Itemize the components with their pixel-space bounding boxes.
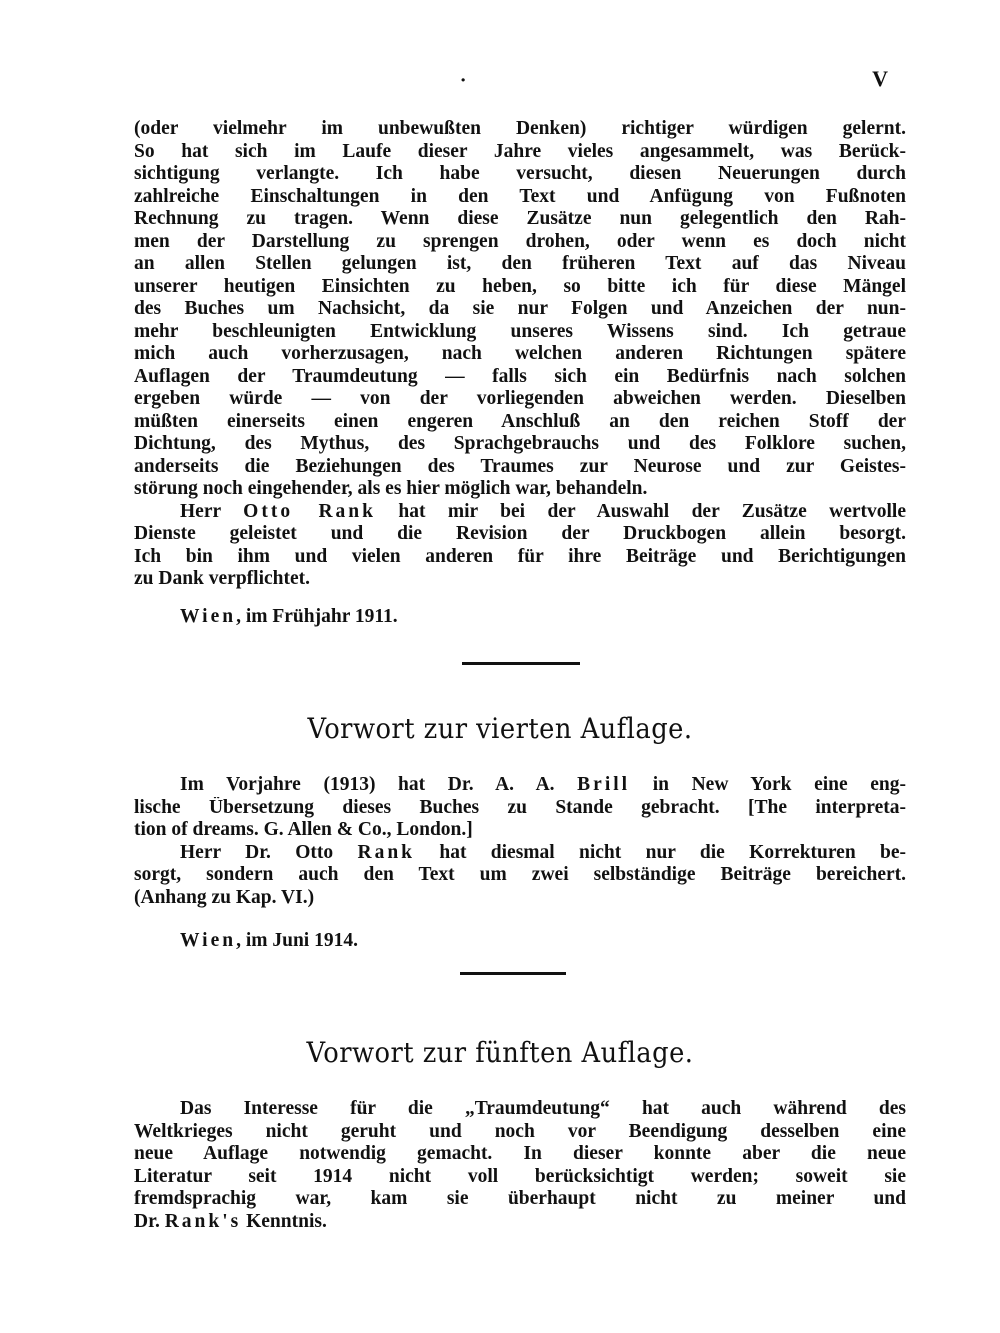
text-line: Auflagen der Traumdeutung — falls sich ein Bedürfnis nach solchen <box>134 365 906 387</box>
section-divider <box>462 662 580 665</box>
text-line: Dichtung, des Mythus, des Sprachgebrauchs und des Folklore suchen, <box>134 433 906 454</box>
text-line: Das Interesse für die „Traumdeutung“ hat auch während des <box>180 1098 906 1119</box>
text-line: mich auch vorherzusagen, nach welchen anderen Richtungen spätere <box>134 343 906 364</box>
text-line: (oder vielmehr im unbewußten Denken) richtiger würdigen gelernt. <box>134 118 906 139</box>
text-line <box>134 501 906 524</box>
heading-fifth-edition: Vorwort zur fünften Auflage. <box>306 1036 694 1069</box>
preface-fourth-edition-text <box>134 774 906 909</box>
text-line: Dienste geleistet und die Revision der Druckbogen allein besorgt. <box>134 523 906 544</box>
text-line: fremdsprachig war, kam sie überhaupt nicht zu meiner und <box>134 1188 906 1209</box>
preface-third-edition-text <box>134 118 906 591</box>
text-fragment: hat mir bei der Auswahl der Zusätze wertvolle <box>375 500 906 522</box>
preface-fifth-edition-text <box>134 1098 906 1233</box>
text-line <box>134 842 906 865</box>
heading-fourth-edition: Vorwort zur vierten Auflage. <box>307 712 693 745</box>
text-line: sichtigung verlangte. Ich habe versucht, diesen Neuerungen durch <box>134 163 906 184</box>
text-line: tion of dreams. G. Allen & Co., London.] <box>134 819 473 840</box>
date-text: , im Frühjahr 1911. <box>236 606 398 627</box>
text-fragment: Herr Dr. Otto <box>180 841 358 863</box>
text-line: störung noch eingehender, als es hier möglich war, behandeln. <box>134 478 648 499</box>
text-line: zu Dank verpflichtet. <box>134 568 311 589</box>
section-divider <box>460 972 566 975</box>
text-line: zahlreiche Einschaltungen in den Text und Anfügung von Fußnoten <box>134 185 906 207</box>
text-line: Weltkrieges nicht geruht und noch vor Beendigung desselben eine <box>134 1120 906 1142</box>
person-name: Brill <box>577 774 631 795</box>
text-fragment: hat diesmal nicht nur die Korrekturen be- <box>415 841 906 863</box>
text-line <box>134 1211 906 1234</box>
dateline-1911 <box>180 606 398 628</box>
text-line: ergeben würde — von der vorliegenden abweichen werden. Dieselben <box>134 388 906 409</box>
dateline-1914 <box>180 930 358 952</box>
text-fragment: Dr. <box>134 1210 165 1232</box>
text-line: Literatur seit 1914 nicht voll berücksichtigt werden; soweit sie <box>134 1165 906 1187</box>
text-fragment: in New York eine eng- <box>630 774 906 795</box>
text-line: men der Darstellung zu sprengen drohen, oder wenn es doch nicht <box>134 230 906 252</box>
person-name: Rank's <box>164 1210 242 1232</box>
text-line: des Buches um Nachsicht, da sie nur Folgen und Anzeichen der nun- <box>134 298 906 319</box>
page-number: V <box>872 66 888 91</box>
text-line: Ich bin ihm und vielen anderen für ihre Beiträge und Berichtigungen <box>134 545 906 567</box>
text-fragment: Im Vorjahre (1913) hat Dr. A. A. <box>180 774 578 795</box>
text-line: anderseits die Beziehungen des Traumes zur Neurose und zur Geistes- <box>134 455 906 477</box>
text-line: lische Übersetzung dieses Buches zu Stande gebracht. [The interpreta- <box>134 796 906 818</box>
text-line: Rechnung zu tragen. Wenn diese Zusätze nun gelegentlich den Rah- <box>134 208 906 229</box>
date-place: Wien <box>180 930 237 951</box>
text-line: an allen Stellen gelungen ist, den früheren Text auf das Niveau <box>134 253 906 274</box>
text-line: neue Auflage notwendig gemacht. In dieser konnte aber die neue <box>134 1143 906 1164</box>
text-fragment: Kenntnis. <box>241 1210 327 1232</box>
person-name: Rank <box>357 841 416 863</box>
text-fragment: Herr <box>180 500 244 522</box>
text-line: So hat sich im Laufe dieser Jahre vieles angesammelt, was Berück- <box>134 140 906 162</box>
text-line: (Anhang zu Kap. VI.) <box>134 886 315 908</box>
text-line: mehr beschleunigten Entwicklung unseres Wissens sind. Ich getraue <box>134 320 906 342</box>
text-line: müßten einerseits einen engeren Anschluß an den reichen Stoff der <box>134 410 906 432</box>
date-text: , im Juni 1914. <box>236 930 358 951</box>
date-place: Wien <box>180 606 237 627</box>
text-line <box>134 774 906 797</box>
header-dot: · <box>460 70 467 91</box>
text-line: sorgt, sondern auch den Text um zwei selbständige Beiträge bereichert. <box>134 864 906 885</box>
person-name: Otto Rank <box>243 500 376 522</box>
text-line: unserer heutigen Einsichten zu heben, so bitte ich für diese Mängel <box>134 275 906 297</box>
